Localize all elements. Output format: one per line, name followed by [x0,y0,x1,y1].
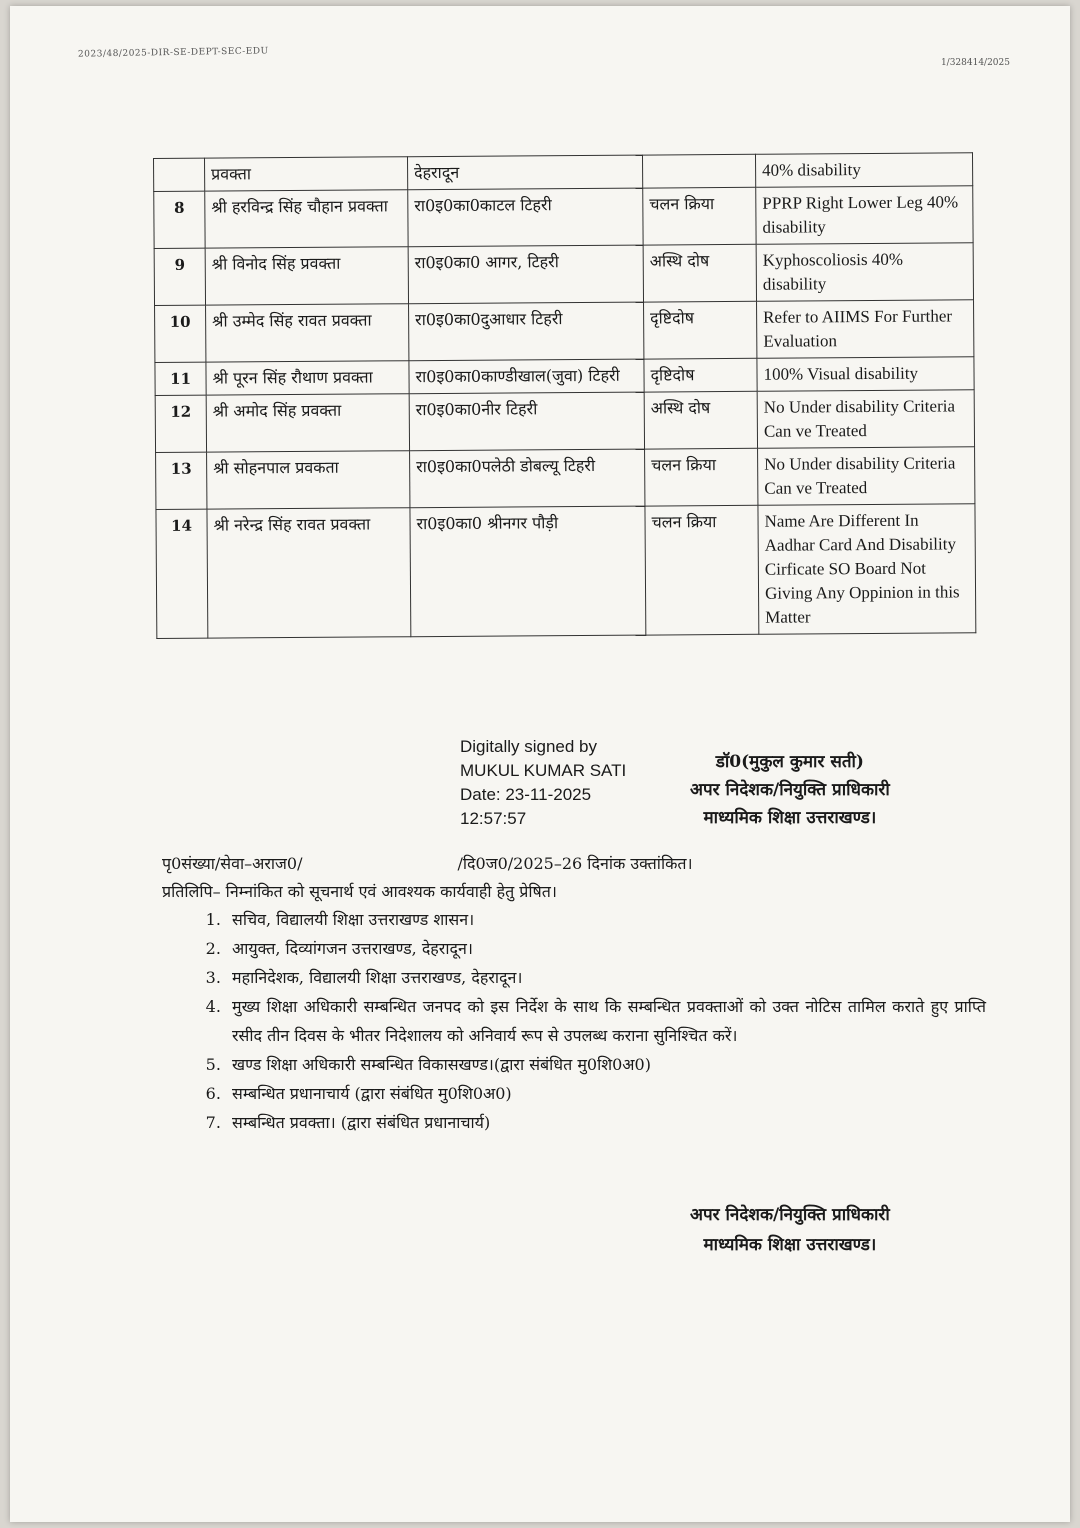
officer-designation: अपर निदेशक/नियुक्ति प्राधिकारी [690,780,890,800]
disability-table [153,152,976,639]
signer-name: MUKUL KUMAR SATI [460,761,627,780]
table-row [156,447,975,510]
digital-signature-line: Digitally signed by [460,737,598,756]
row-remark: Name Are Different In Aadhar Card And Disability Cirficate SO Board Not Giving Any Oppinion in this Matter [758,504,976,635]
row-serial-number: 10 [155,305,206,362]
officer-name: डॉ0(मुकुल कुमार सती) [715,752,864,772]
row-school: रा0इ0का0 आगर, टिहरी [408,245,643,304]
copy-item: 2. आयुक्त, दिव्यांगजन उत्तराखण्ड, देहरादून। [226,934,986,963]
reference-line [162,852,922,874]
row-remark: PPRP Right Lower Leg 40% disability [756,186,973,245]
bottom-signature-block [690,1200,890,1260]
row-remark: No Under disability Criteria Can ve Treated [758,447,975,506]
row-disability-type: दृष्टिदोष [644,358,757,392]
row-name: श्री पूरन सिंह रौथाण प्रवक्ता [206,361,409,395]
officer-signature-block [690,748,890,832]
row-school: रा0इ0का0दुआधार टिहरी [409,302,644,361]
row-school: रा0इ0का0काटल टिहरी [408,188,643,247]
row-remark: Refer to AIIMS For Further Evaluation [757,300,974,359]
reference-right: /दि0ज0/2025–26 दिनांक उक्तांकित। [457,854,693,873]
row-school: देहरादून [407,155,642,190]
copy-item: 3. महानिदेशक, विद्यालयी शिक्षा उत्तराखण्ड, देहरादून। [226,963,986,992]
table-row [154,186,973,249]
row-serial-number: 12 [155,395,206,452]
officer-department: माध्यमिक शिक्षा उत्तराखण्ड। [703,808,877,828]
copy-list [196,905,986,1137]
row-remark: Kyphoscoliosis 40% disability [756,243,973,302]
copy-item: 7. सम्बन्धित प्रवक्ता। (द्वारा संबंधित प्रधानाचार्य) [226,1108,986,1137]
file-reference: 2023/48/2025-DIR-SE-DEPT-SEC-EDU [77,46,269,60]
row-disability-type [642,154,755,188]
row-remark: 40% disability [755,153,972,188]
signature-date: Date: 23-11-2025 [460,785,592,804]
copy-item: 5. खण्ड शिक्षा अधिकारी सम्बन्धित विकासखण्ड।(द्वारा संबंधित मु0शि0अ0) [226,1050,986,1079]
bottom-designation: अपर निदेशक/नियुक्ति प्राधिकारी [690,1205,890,1225]
table-row [155,300,974,363]
row-name: श्री अमोद सिंह प्रवक्ता [206,394,409,452]
row-name: श्री सोहनपाल प्रवकता [207,451,410,509]
row-name: श्री विनोद सिंह प्रवक्ता [205,247,408,305]
row-serial-number: 11 [155,362,206,395]
row-disability-type: अस्थि दोष [644,391,757,449]
row-name: श्री नरेन्द्र सिंह रावत प्रवक्ता [207,508,411,638]
row-serial-number [154,158,205,191]
row-remark: No Under disability Criteria Can ve Treated [757,390,974,449]
row-school: रा0इ0का0 श्रीनगर पौड़ी [410,506,646,637]
row-serial-number: 8 [154,191,205,248]
row-disability-type: चलन क्रिया [645,448,758,506]
row-name: श्री उम्मेद सिंह रावत प्रवक्ता [206,304,409,362]
row-serial-number: 13 [156,452,207,509]
row-disability-type: दृष्टिदोष [644,301,757,359]
row-disability-type: चलन क्रिया [643,187,756,245]
row-remark: 100% Visual disability [757,357,974,392]
row-name: श्री हरविन्द्र सिंह चौहान प्रवक्ता [205,190,408,248]
row-serial-number: 9 [154,248,205,305]
row-disability-type: अस्थि दोष [643,244,756,302]
table-row [154,243,973,306]
copy-item: 1. सचिव, विद्यालयी शिक्षा उत्तराखण्ड शासन। [226,905,986,934]
table-row [155,390,974,453]
copy-item: 4. मुख्य शिक्षा अधिकारी सम्बन्धित जनपद को इस निर्देश के साथ कि सम्बन्धित प्रवक्ताओं को उक्त नोटिस तामिल कराते हुए प्राप्ति रसीद तीन दिवस के भीतर निदेशालय को अनिवार्य रूप से उपलब्ध कराना सुनिश्चित करें। [226,992,986,1050]
bottom-department: माध्यमिक शिक्षा उत्तराखण्ड। [703,1235,877,1255]
copy-intro: प्रतिलिपि– निम्नांकित को सूचनार्थ एवं आवश्यक कार्यवाही हेतु प्रेषित। [162,882,557,901]
row-school: रा0इ0का0काण्डीखाल(जुवा) टिहरी [409,359,644,394]
page-reference: 1/328414/2025 [940,58,1010,68]
reference-left: पृ0संख्या/सेवा–अराज0/ [162,854,303,873]
row-disability-type: चलन क्रिया [645,505,759,635]
table-row [156,504,976,639]
digital-signature-block [460,735,626,831]
row-school: रा0इ0का0नीर टिहरी [409,392,644,451]
copy-item: 6. सम्बन्धित प्रधानाचार्य (द्वारा संबंधित मु0शि0अ0) [226,1079,986,1108]
row-serial-number: 14 [156,509,208,638]
row-name: प्रवक्ता [205,157,408,191]
signature-time: 12:57:57 [460,809,527,828]
row-school: रा0इ0का0पलेठी डोबल्यू टिहरी [410,449,645,508]
